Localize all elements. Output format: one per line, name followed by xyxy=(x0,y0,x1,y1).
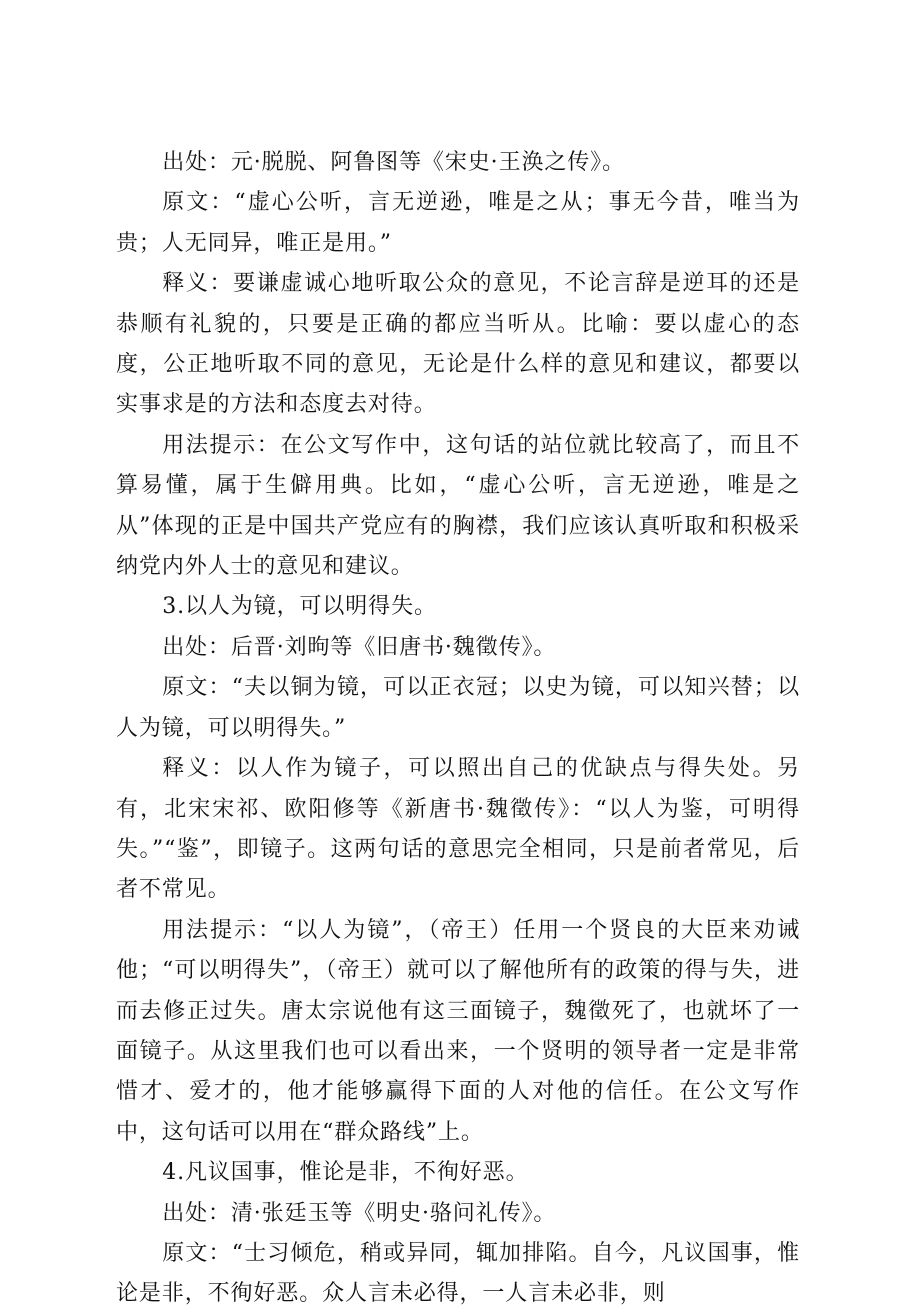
paragraph-explanation-3: 释义：以人作为镜子，可以照出自己的优缺点与得失处。另有，北宋宋祁、欧阳修等《新唐书·魏徵传》：“以人为鉴，可明得失。”“鉴”，即镜子。这两句话的意思完全相同，只是前者常见，后者不常见。 xyxy=(116,756,800,903)
paragraph-original-text-4: 原文：“士习倾危，稍或异同，辄加排陷。自今，凡议国事，惟论是非，不徇好恶。众人言未必得，一人言未必非，则 xyxy=(116,1240,800,1307)
paragraph-usage-tip-1: 用法提示：在公文写作中，这句话的站位就比较高了，而且不算易懂，属于生僻用典。比如，“虚心公听，言无逆逊，唯是之从”体现的正是中国共产党应有的胸襟，我们应该认真听取和积极采纳党内外人士的意见和建议。 xyxy=(116,432,800,580)
paragraph-source-4: 出处：清·张廷玉等《明史·骆问礼传》。 xyxy=(162,1200,557,1226)
paragraph-original-text-1: 原文：“虚心公听，言无逆逊，唯是之从；事无今昔，唯当为贵；人无同异，唯正是用。” xyxy=(116,190,800,256)
paragraph-original-text-3: 原文：“夫以铜为镜，可以正衣冠；以史为镜，可以知兴替；以人为镜，可以明得失。” xyxy=(116,675,800,741)
paragraph-source-1: 出处：元·脱脱、阿鲁图等《宋史·王涣之传》。 xyxy=(162,150,625,175)
document-body xyxy=(116,143,800,1315)
paragraph-source-3: 出处：后晋·刘昫等《旧唐书·魏徵传》。 xyxy=(162,634,557,660)
paragraph-usage-tip-3: 用法提示：“以人为镜”，（帝王）任用一个贤良的大臣来劝诫他；“可以明得失”，（帝王）就可以了解他所有的政策的得与失，进而去修正过失。唐太宗说他有这三面镜子，魏徵死了，也就坏了一面镜子。从这里我们也可以看出来，一个贤明的领导者一定是非常惜才、爱才的，他才能够赢得下面的人对他的信任。在公文写作中，这句话可以用在“群众路线”上。 xyxy=(116,917,800,1145)
paragraph-heading-3: 3.以人为镜，可以明得失。 xyxy=(162,594,437,620)
paragraph-explanation-1: 释义：要谦虚诚心地听取公众的意见，不论言辞是逆耳的还是恭顺有礼貌的，只要是正确的都应当听从。比喻：要以虚心的态度，公正地听取不同的意见，无论是什么样的意见和建议，都要以实事求是的方法和态度去对待。 xyxy=(116,271,800,418)
paragraph-heading-4: 4.凡议国事，惟论是非，不徇好恶。 xyxy=(162,1160,529,1186)
